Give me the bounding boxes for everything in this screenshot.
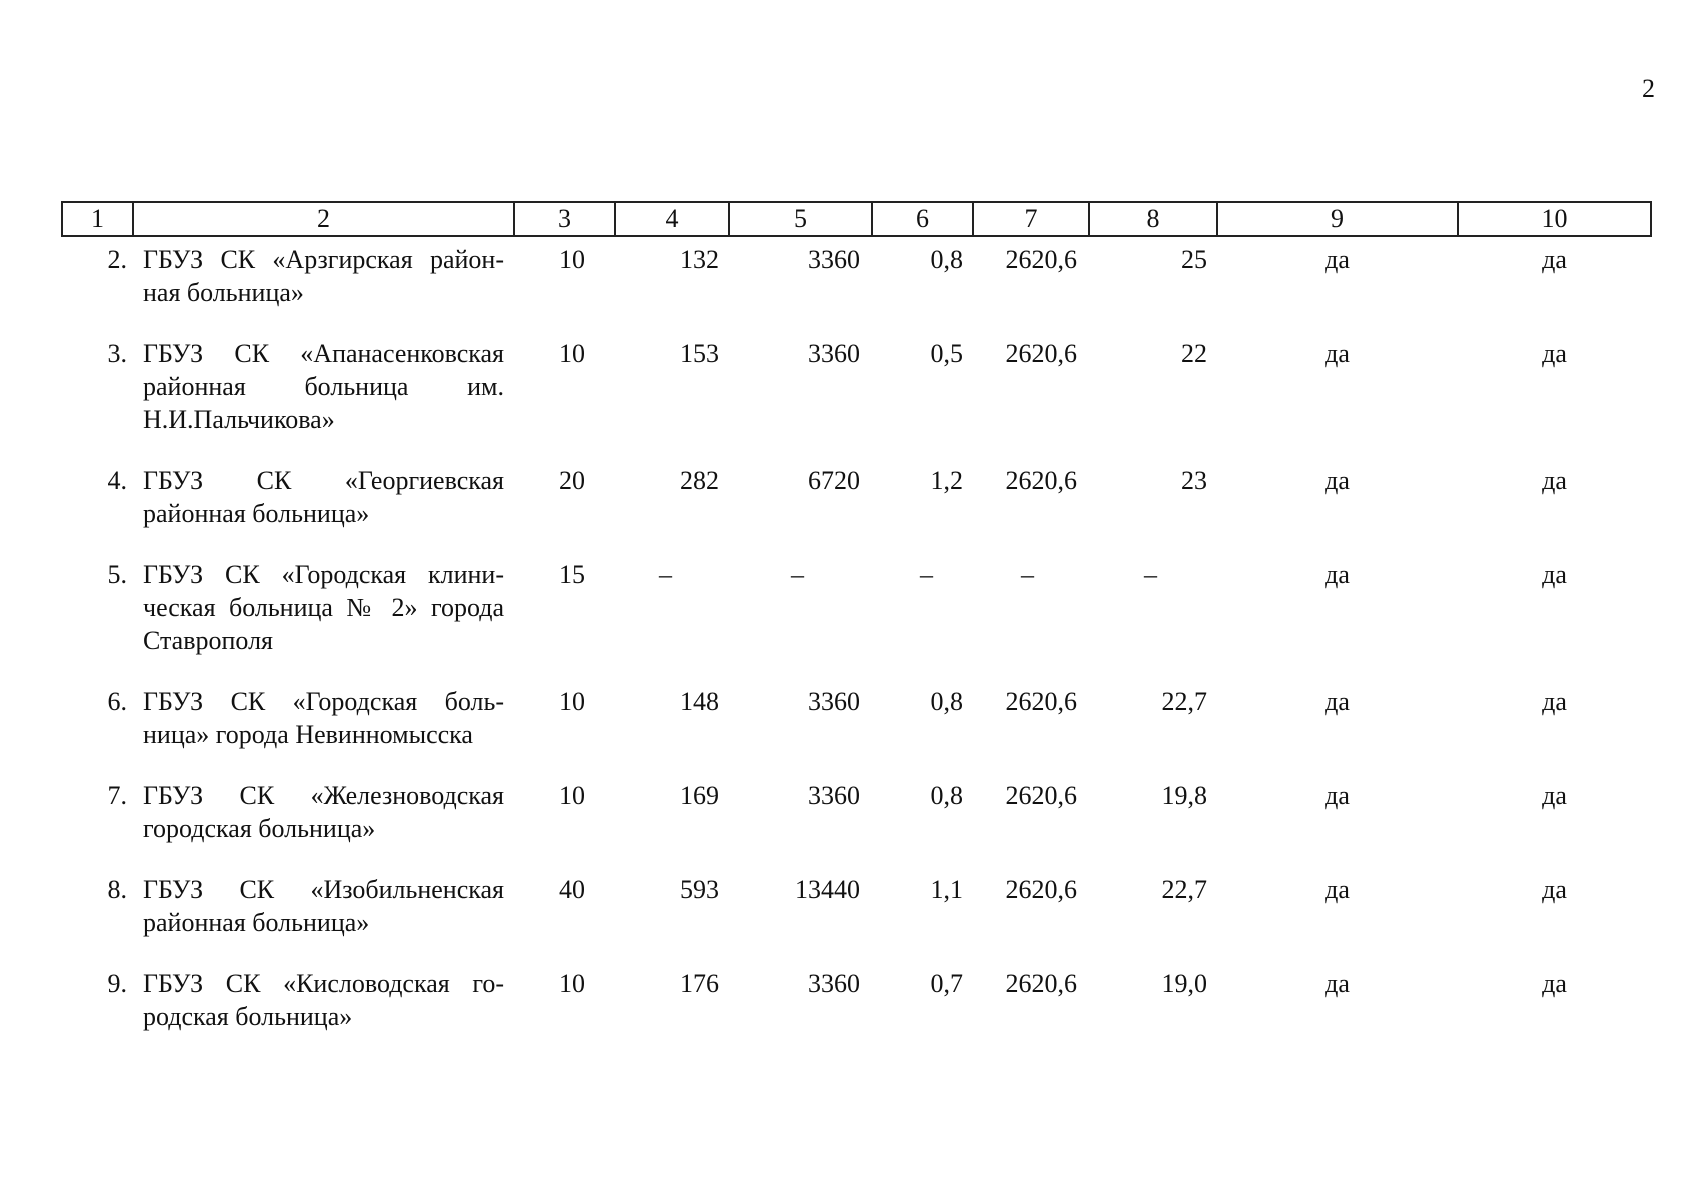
row-number: 3. bbox=[107, 339, 127, 368]
cell-col5: 3360 bbox=[808, 245, 860, 274]
cell-col10: да bbox=[1542, 339, 1567, 368]
cell-col9: да bbox=[1325, 339, 1350, 368]
cell-col3: 10 bbox=[559, 687, 585, 716]
table-row bbox=[62, 552, 1651, 679]
institution-name: ГБУЗ СК «Арзгирская район-ная больница» bbox=[143, 245, 504, 307]
page-number: 2 bbox=[1642, 74, 1655, 103]
cell-col5: 3360 bbox=[808, 687, 860, 716]
cell-col3: 15 bbox=[559, 560, 585, 589]
cell-col7: – bbox=[1021, 560, 1034, 589]
cell-col7: 2620,6 bbox=[1005, 245, 1077, 274]
row-number: 6. bbox=[107, 687, 127, 716]
cell-col3: 20 bbox=[559, 466, 585, 495]
cell-col8: 22,7 bbox=[1161, 875, 1207, 904]
institution-name: ГБУЗ СК «Апанасенковская районная больница им. Н.И.Пальчикова» bbox=[143, 339, 504, 434]
cell-col6: 0,8 bbox=[930, 687, 963, 716]
cell-col4: 282 bbox=[680, 466, 719, 495]
cell-col4: 153 bbox=[680, 339, 719, 368]
cell-col10: да bbox=[1542, 687, 1567, 716]
cell-col7: 2620,6 bbox=[1005, 339, 1077, 368]
column-header: 10 bbox=[1458, 202, 1651, 236]
cell-col4: 132 bbox=[680, 245, 719, 274]
cell-col6: – bbox=[920, 560, 933, 589]
institution-name: ГБУЗ СК «Железноводская городская больница» bbox=[143, 781, 504, 843]
cell-col5: 3360 bbox=[808, 781, 860, 810]
table-row bbox=[62, 331, 1651, 458]
institution-name: ГБУЗ СК «Городская клини-ческая больница № 2» города Ставрополя bbox=[143, 560, 504, 655]
table-row bbox=[62, 458, 1651, 552]
cell-col5: – bbox=[791, 560, 804, 589]
column-header: 1 bbox=[62, 202, 133, 236]
row-number: 9. bbox=[107, 969, 127, 998]
cell-col7: 2620,6 bbox=[1005, 687, 1077, 716]
column-header: 4 bbox=[615, 202, 729, 236]
cell-col7: 2620,6 bbox=[1005, 969, 1077, 998]
cell-col6: 0,7 bbox=[930, 969, 963, 998]
cell-col10: да bbox=[1542, 466, 1567, 495]
cell-col3: 10 bbox=[559, 245, 585, 274]
table-row bbox=[62, 867, 1651, 961]
column-header: 3 bbox=[514, 202, 615, 236]
cell-col6: 0,8 bbox=[930, 781, 963, 810]
cell-col4: 176 bbox=[680, 969, 719, 998]
cell-col4: 593 bbox=[680, 875, 719, 904]
column-header: 8 bbox=[1089, 202, 1217, 236]
table-row bbox=[62, 961, 1651, 1055]
cell-col4: – bbox=[659, 560, 672, 589]
cell-col8: 19,0 bbox=[1161, 969, 1207, 998]
row-number: 7. bbox=[107, 781, 127, 810]
cell-col9: да bbox=[1325, 687, 1350, 716]
cell-col3: 10 bbox=[559, 339, 585, 368]
cell-col9: да bbox=[1325, 245, 1350, 274]
cell-col7: 2620,6 bbox=[1005, 466, 1077, 495]
cell-col8: 22 bbox=[1181, 339, 1207, 368]
cell-col3: 10 bbox=[559, 969, 585, 998]
cell-col7: 2620,6 bbox=[1005, 875, 1077, 904]
cell-col10: да bbox=[1542, 245, 1567, 274]
column-header: 9 bbox=[1217, 202, 1458, 236]
cell-col6: 1,1 bbox=[930, 875, 963, 904]
column-header: 5 bbox=[729, 202, 872, 236]
row-number: 2. bbox=[107, 245, 127, 274]
institution-name: ГБУЗ СК «Кисловодская го-родская больница» bbox=[143, 969, 504, 1031]
cell-col10: да bbox=[1542, 560, 1567, 589]
cell-col8: 19,8 bbox=[1161, 781, 1207, 810]
cell-col8: 25 bbox=[1181, 245, 1207, 274]
column-header: 6 bbox=[872, 202, 973, 236]
institution-name: ГБУЗ СК «Изобильненская районная больница» bbox=[143, 875, 504, 937]
cell-col8: – bbox=[1144, 560, 1157, 589]
cell-col9: да bbox=[1325, 969, 1350, 998]
row-number: 5. bbox=[107, 560, 127, 589]
column-number-header bbox=[62, 202, 1651, 236]
cell-col10: да bbox=[1542, 969, 1567, 998]
cell-col5: 13440 bbox=[795, 875, 860, 904]
cell-col6: 0,5 bbox=[930, 339, 963, 368]
hospital-table bbox=[61, 201, 1652, 1055]
cell-col8: 23 bbox=[1181, 466, 1207, 495]
cell-col6: 1,2 bbox=[930, 466, 963, 495]
row-number: 4. bbox=[107, 466, 127, 495]
cell-col3: 10 bbox=[559, 781, 585, 810]
cell-col10: да bbox=[1542, 875, 1567, 904]
cell-col9: да bbox=[1325, 560, 1350, 589]
cell-col5: 6720 bbox=[808, 466, 860, 495]
cell-col9: да bbox=[1325, 466, 1350, 495]
cell-col10: да bbox=[1542, 781, 1567, 810]
cell-col8: 22,7 bbox=[1161, 687, 1207, 716]
row-number: 8. bbox=[107, 875, 127, 904]
table-row bbox=[62, 679, 1651, 773]
cell-col4: 148 bbox=[680, 687, 719, 716]
cell-col4: 169 bbox=[680, 781, 719, 810]
table-row bbox=[62, 773, 1651, 867]
column-header: 2 bbox=[133, 202, 514, 236]
cell-col5: 3360 bbox=[808, 969, 860, 998]
institution-name: ГБУЗ СК «Георгиевская районная больница» bbox=[143, 466, 504, 528]
cell-col5: 3360 bbox=[808, 339, 860, 368]
column-header: 7 bbox=[973, 202, 1089, 236]
cell-col7: 2620,6 bbox=[1005, 781, 1077, 810]
cell-col3: 40 bbox=[559, 875, 585, 904]
institution-name: ГБУЗ СК «Городская боль-ница» города Невинномысска bbox=[143, 687, 504, 749]
table-row bbox=[62, 236, 1651, 331]
cell-col6: 0,8 bbox=[930, 245, 963, 274]
cell-col9: да bbox=[1325, 875, 1350, 904]
cell-col9: да bbox=[1325, 781, 1350, 810]
